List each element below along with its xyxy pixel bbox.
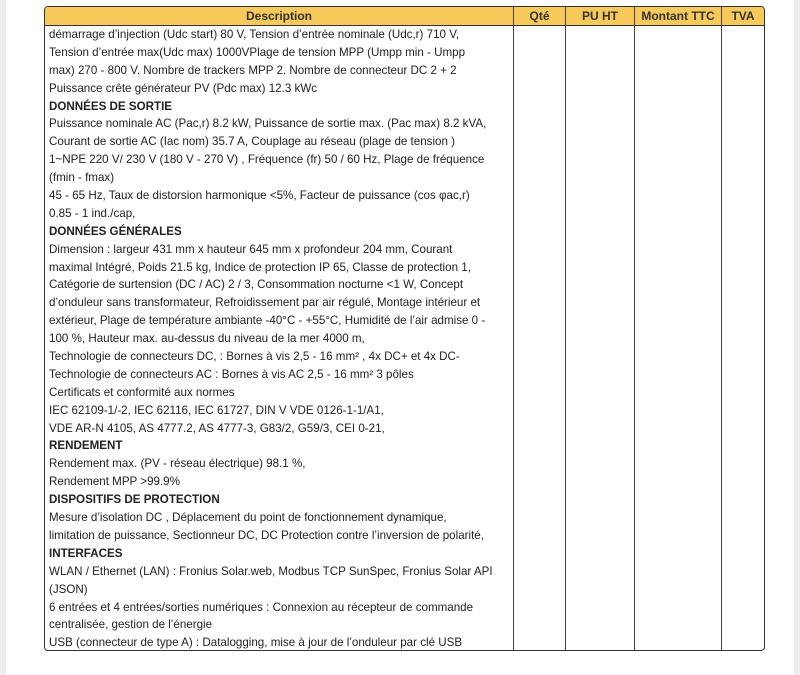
- document-page: [6, 0, 794, 675]
- column-divider: [634, 7, 635, 650]
- description-line: 1~NPE 220 V/ 230 V (180 V - 270 V) , Fréquence (fr) 50 / 60 Hz, Plage de fréquence: [49, 153, 485, 167]
- description-line: Courant de sortie AC (Iac nom) 35.7 A, Couplage au réseau (plage de tension ): [49, 135, 456, 149]
- description-line: démarrage d’injection (Udc start) 80 V, Tension d’entrée nominale (Udc,r) 710 V,: [49, 28, 460, 41]
- description-line: max) 270 - 800 V. Nombre de trackers MPP 2. Nombre de connecteur DC 2 + 2: [49, 63, 457, 77]
- header-qty: Qté: [529, 9, 550, 23]
- description-line: WLAN / Ethernet (LAN) : Fronius Solar.web, Modbus TCP SunSpec, Fronius Solar API: [49, 564, 493, 578]
- description-line: Dimension : largeur 431 mm x hauteur 645 mm x profondeur 204 mm, Courant: [49, 242, 453, 256]
- section-heading: DONNÉES DE SORTIE: [49, 99, 173, 113]
- column-divider: [513, 7, 514, 650]
- description-line: (JSON): [49, 582, 88, 596]
- description-line: limitation de puissance, Sectionneur DC, DC Protection contre l’inversion de polarité,: [49, 528, 484, 542]
- description-line: Puissance nominale AC (Pac,r) 8.2 kW, Puissance de sortie max. (Pac max) 8.2 kVA,: [49, 117, 487, 131]
- description-line: Technologie de connecteurs AC : Bornes à vis AC 2,5 - 16 mm² 3 pôles: [49, 367, 414, 381]
- description-line: extérieur, Plage de température ambiante -40°C - +55°C, Humidité de l’air admise 0 -: [49, 314, 486, 328]
- quote-table: [44, 6, 765, 651]
- header-tva: TVA: [731, 9, 755, 23]
- header-pu-ht: PU HT: [582, 9, 618, 23]
- description-cell: [49, 26, 504, 651]
- description-line: Mesure d’isolation DC , Déplacement du point de fonctionnement dynamique,: [49, 511, 447, 525]
- description-line: maximal Intégré, Poids 21.5 kg, Indice de protection IP 65, Classe de protection 1,: [49, 260, 471, 274]
- description-line: Technologie de connecteurs DC, : Bornes à vis 2,5 - 16 mm² , 4x DC+ et 4x DC-: [49, 350, 460, 364]
- description-line: 6 entrées et 4 entrées/sorties numériques : Connexion au récepteur de commande: [49, 600, 474, 614]
- description-line: Tension d’entrée max(Udc max) 1000VPlage de tension MPP (Umpp min - Umpp: [49, 45, 466, 59]
- description-line: 45 - 65 Hz, Taux de distorsion harmonique <5%, Facteur de puissance (cos φac,r): [49, 189, 470, 203]
- description-line: 100 %, Hauteur max. au-dessus du niveau de la mer 4000 m,: [49, 332, 365, 346]
- description-line: centralisée, gestion de l’énergie: [49, 618, 213, 632]
- description-line: 0.85 - 1 ind./cap,: [49, 206, 136, 220]
- description-line: IEC 62109-1/-2, IEC 62116, IEC 61727, DIN V VDE 0126-1-1/A1,: [49, 403, 384, 417]
- description-line: Puissance crête générateur PV (Pdc max) 12.3 kWc: [49, 81, 318, 95]
- description-line: Rendement max. (PV - réseau électrique) 98.1 %,: [49, 457, 306, 471]
- description-line: Catégorie de surtension (DC / AC) 2 / 3, Consommation nocturne <1 W, Concept: [49, 278, 464, 292]
- header-description: Description: [245, 9, 312, 23]
- description-line: USB (connecteur de type A) : Datalogging, mise à jour de l’onduleur par clé USB: [49, 636, 463, 650]
- description-line: Rendement MPP >99.9%: [49, 475, 180, 489]
- description-line: d’onduleur sans transformateur, Refroidissement par air régulé, Montage intérieur et: [49, 296, 481, 310]
- table-header-row: [45, 7, 764, 26]
- section-heading: INTERFACES: [49, 546, 123, 560]
- section-heading: DONNÉES GÉNÉRALES: [49, 224, 182, 238]
- description-line: Certificats et conformité aux normes: [49, 385, 235, 399]
- section-heading: DISPOSITIFS DE PROTECTION: [49, 493, 220, 507]
- header-montant-ttc: Montant TTC: [641, 9, 715, 23]
- description-line: (fmin - fmax): [49, 171, 115, 185]
- description-line: VDE AR-N 4105, AS 4777.2, AS 4777-3, G83/2, G59/3, CEI 0-21,: [49, 421, 385, 435]
- section-heading: RENDEMENT: [49, 439, 123, 453]
- column-divider: [721, 7, 722, 650]
- column-divider: [565, 7, 566, 650]
